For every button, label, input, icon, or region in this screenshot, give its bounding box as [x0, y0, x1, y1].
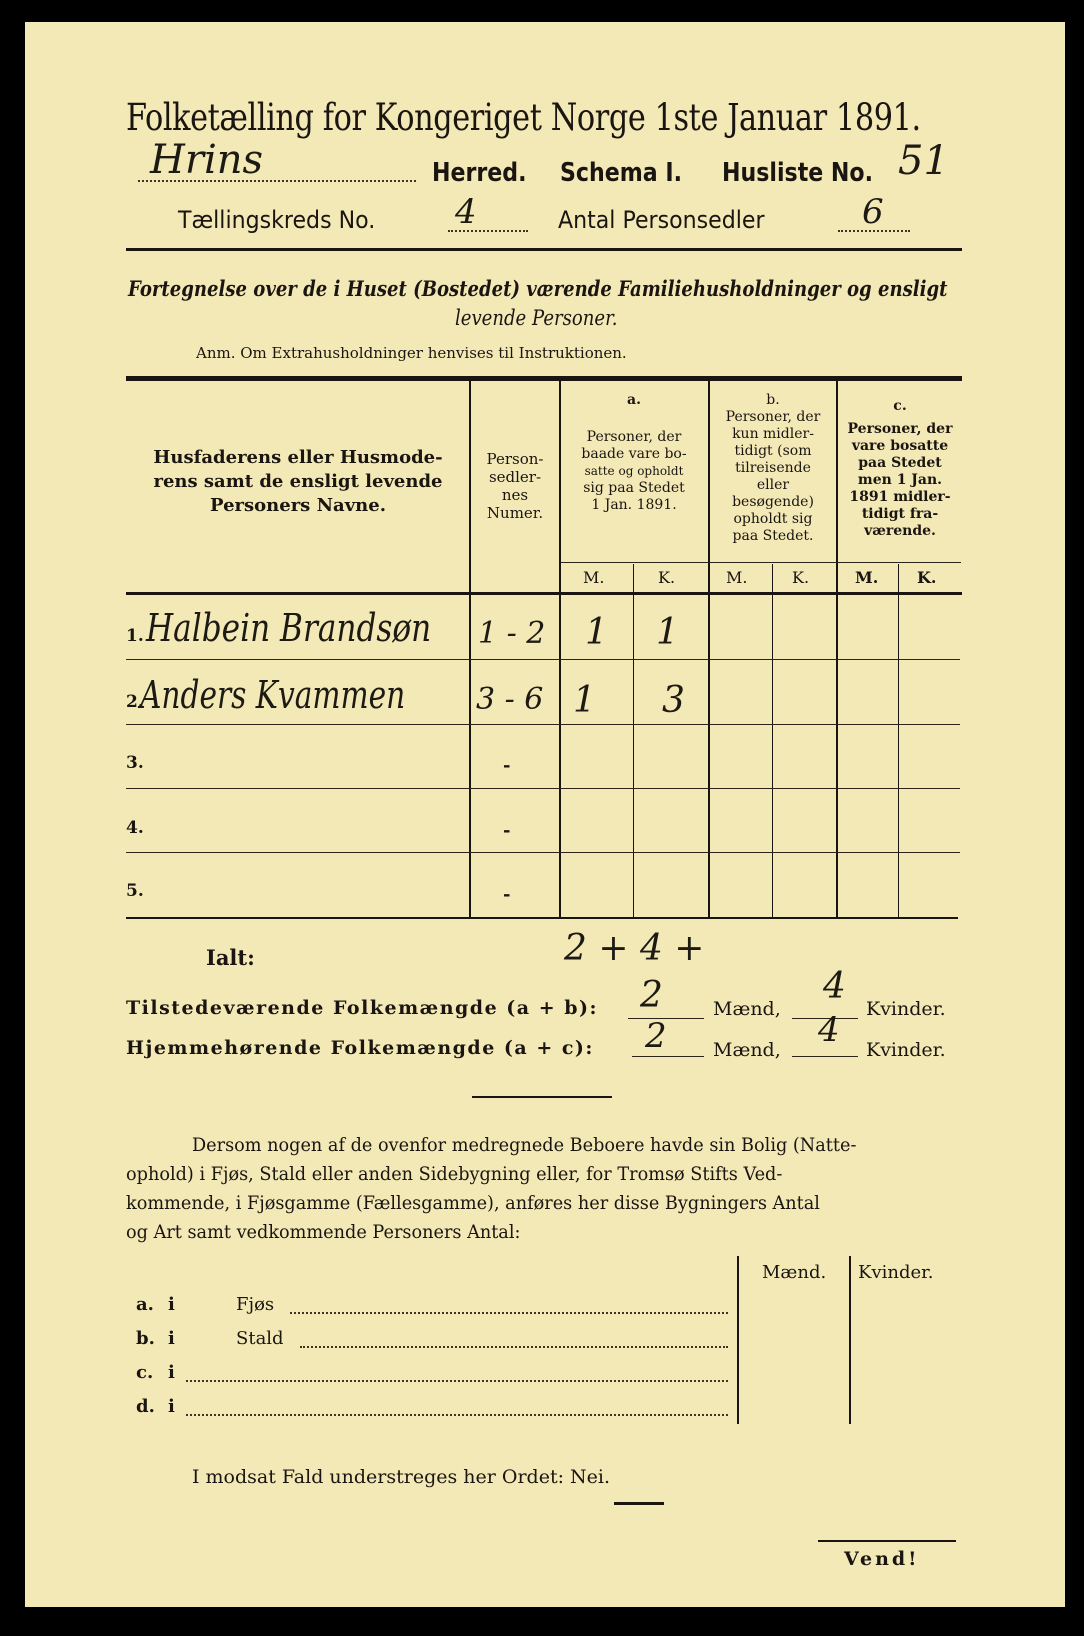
kreds-label: Tællingskreds No.	[178, 206, 376, 234]
col-header-num-line: Person-	[486, 450, 544, 468]
modsat-fald-note: I modsat Fald understreges her Ordet: Nei.	[192, 1466, 611, 1488]
col-header-name-line: Husfaderens eller Husmode-	[153, 447, 443, 468]
col-header-b-line: eller	[756, 477, 790, 493]
subheader-a-m: M.	[583, 568, 605, 587]
col-divider-name	[469, 381, 471, 917]
col-header-num-line: sedler-	[488, 468, 542, 486]
herred-label: Herred.	[432, 158, 527, 188]
col-divider-am-ak	[633, 564, 634, 917]
building-col-kvinder: Kvinder.	[858, 1262, 934, 1283]
tilstede-kvinder-label: Kvinder.	[866, 998, 946, 1020]
subheader-b-m: M.	[726, 568, 748, 587]
building-paragraph-line: og Art samt vedkommende Personers Antal:	[126, 1221, 521, 1243]
col-header-b-line: kun midler-	[732, 426, 814, 442]
building-item-i: i	[168, 1328, 175, 1349]
building-item-i: i	[168, 1396, 175, 1417]
hjemme-kvinder-line	[792, 1056, 858, 1057]
building-item-label: Stald	[236, 1328, 284, 1349]
antal-dotted-line	[838, 230, 910, 232]
building-paragraph-line: Dersom nogen af de ovenfor medregnede Beboere havde sin Bolig (Natte-	[192, 1134, 857, 1156]
intro-line-1: Fortegnelse over de i Huset (Bostedet) værende Familiehusholdninger og ensligt	[128, 276, 948, 301]
herred-value: Hrins	[150, 137, 264, 183]
row-index: 2.	[126, 692, 144, 712]
building-item-dots	[186, 1380, 728, 1382]
header-divider	[126, 248, 962, 251]
row-num: -	[503, 820, 511, 841]
subheader-a-k: K.	[658, 568, 676, 587]
building-item-letter: c.	[136, 1362, 154, 1383]
building-col-maend: Mænd.	[762, 1262, 827, 1283]
tilstede-label: Tilstedeværende Folkemængde (a + b):	[126, 997, 599, 1019]
intro-line-2: levende Personer.	[455, 306, 618, 330]
row-a-m: 1	[585, 612, 608, 653]
row-num: 3 - 6	[476, 682, 544, 717]
row-a-k: 1	[656, 612, 679, 653]
building-item-i: i	[168, 1362, 175, 1383]
vend-label: Vend!	[844, 1548, 920, 1570]
hjemme-maend-label: Mænd,	[713, 1039, 781, 1061]
row-index: 1.	[126, 626, 144, 646]
col-header-name-line: Personers Navne.	[210, 495, 386, 516]
kreds-value: 4	[455, 192, 477, 232]
col-header-b-line: besøgende)	[732, 494, 814, 510]
col-header-c-line: tidigt fra-	[861, 506, 939, 522]
col-header-num-line: Numer.	[486, 504, 544, 522]
col-header-a-letter: a.	[627, 392, 641, 408]
col-header-c-line: værende.	[864, 523, 936, 539]
col-divider-bm-bk	[772, 564, 773, 917]
col-divider-cm-ck	[898, 564, 899, 917]
col-header-a-line: Personer, der	[586, 429, 682, 445]
col-header-a-line: satte og opholdt	[584, 464, 684, 478]
schema-label: Schema I.	[560, 158, 683, 188]
row-num: 1 - 2	[478, 616, 546, 651]
row-rule-2	[126, 724, 960, 725]
building-item-letter: b.	[136, 1328, 155, 1349]
hjemme-label: Hjemmehørende Folkemængde (a + c):	[126, 1037, 594, 1059]
col-header-c-line: men 1 Jan.	[857, 472, 943, 488]
col-header-name-line: rens samt de ensligt levende	[153, 471, 443, 492]
col-header-a	[561, 392, 707, 514]
herred-dotted-line	[138, 180, 416, 182]
building-item-dots	[300, 1346, 728, 1348]
col-header-num	[472, 450, 558, 522]
col-header-b	[710, 392, 836, 545]
building-item-i: i	[168, 1294, 175, 1315]
table-body-bottom-rule	[126, 917, 958, 919]
row-rule-3	[126, 788, 960, 789]
building-item-dots	[186, 1414, 728, 1416]
col-header-c-line: vare bosatte	[851, 438, 949, 454]
col-header-c-line: Personer, der	[847, 421, 953, 437]
ialt-value: 2 + 4 +	[564, 928, 705, 969]
row-a-k: 3	[662, 680, 685, 721]
row-name: Anders Kvammen	[140, 673, 406, 717]
row-rule-4	[126, 852, 960, 853]
col-header-b-line: opholdt sig	[733, 511, 813, 527]
row-a-m: 1	[573, 680, 596, 721]
husliste-value: 51	[898, 138, 949, 184]
tilstede-maend-label: Mænd,	[713, 998, 781, 1020]
hjemme-maend-line	[632, 1056, 704, 1057]
anm-note: Anm. Om Extrahusholdninger henvises til Instruktionen.	[196, 344, 627, 362]
census-form-page	[25, 22, 1065, 1607]
building-paragraph-line: kommende, i Fjøsgamme (Fællesgamme), anføres her disse Bygningers Antal	[126, 1192, 820, 1214]
antal-label: Antal Personsedler	[558, 206, 765, 234]
hjemme-kvinder-label: Kvinder.	[866, 1039, 946, 1061]
col-header-b-line: tilreisende	[735, 460, 811, 476]
form-title: Folketælling for Kongeriget Norge 1ste Januar 1891.	[126, 96, 921, 139]
row-name: Halbein Brandsøn	[146, 606, 432, 650]
tilstede-kvinder-value: 4	[823, 966, 846, 1007]
col-header-a-line: baade vare bo-	[581, 446, 687, 462]
building-col-divider-1	[737, 1256, 739, 1424]
kreds-dotted-line	[448, 230, 528, 232]
nei-underline	[614, 1502, 664, 1505]
antal-value: 6	[862, 192, 884, 232]
col-header-c-line: paa Stedet	[858, 455, 942, 471]
ialt-label: Ialt:	[206, 945, 255, 970]
col-header-c-letter: c.	[893, 398, 907, 414]
col-header-b-line: tidigt (som	[734, 443, 812, 459]
building-item-letter: d.	[136, 1396, 155, 1417]
building-item-label: Fjøs	[236, 1294, 275, 1315]
col-header-b-line: Personer, der	[725, 409, 821, 425]
col-header-num-line: nes	[501, 486, 529, 504]
building-item-letter: a.	[136, 1294, 154, 1315]
row-rule-1	[126, 659, 960, 660]
hjemme-maend-value: 2	[645, 1016, 667, 1056]
row-num: -	[503, 884, 511, 905]
husliste-label: Husliste No.	[722, 158, 874, 188]
row-index: 5.	[126, 881, 144, 901]
hjemme-kvinder-value: 4	[818, 1010, 840, 1050]
building-paragraph-line: ophold) i Fjøs, Stald eller anden Sidebygning eller, for Tromsø Stifts Ved-	[126, 1163, 783, 1185]
col-header-c-line: 1891 midler-	[849, 489, 951, 505]
tilstede-maend-value: 2	[640, 975, 663, 1016]
section-divider	[472, 1096, 612, 1098]
col-header-c	[838, 398, 962, 540]
subheader-rule	[561, 562, 961, 563]
col-header-a-line: 1 Jan. 1891.	[591, 497, 677, 513]
row-num: -	[503, 755, 511, 776]
row-index: 3.	[126, 753, 144, 773]
row-index: 4.	[126, 818, 144, 838]
subheader-c-m: M.	[855, 568, 879, 587]
building-item-dots	[290, 1312, 728, 1314]
building-col-divider-2	[849, 1256, 851, 1424]
col-header-a-line: sig paa Stedet	[583, 480, 685, 496]
subheader-b-k: K.	[792, 568, 810, 587]
col-header-b-letter: b.	[766, 392, 780, 408]
col-header-name	[132, 446, 464, 518]
subheader-c-k: K.	[917, 568, 937, 587]
vend-rule	[818, 1540, 956, 1542]
col-header-b-line: paa Stedet.	[732, 528, 814, 544]
